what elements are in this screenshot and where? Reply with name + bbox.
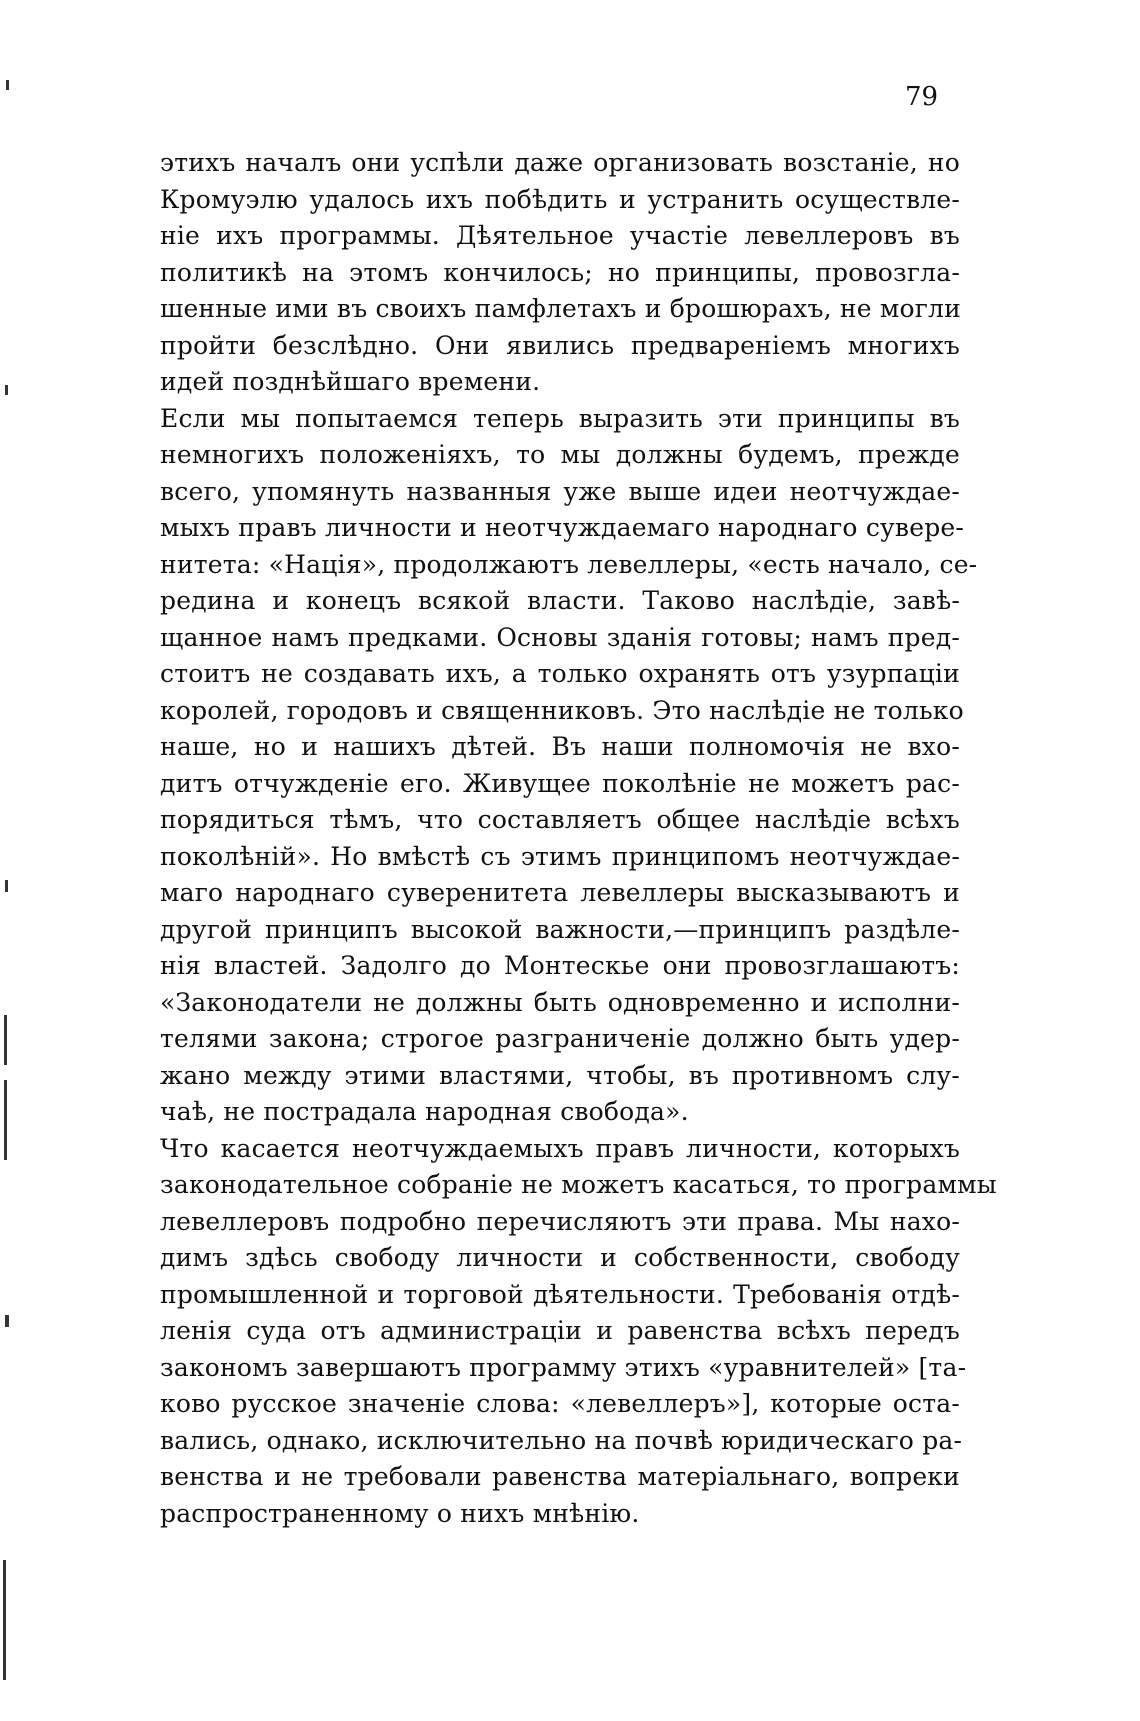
text-line: чаѣ, не пострадала народная свобода». (160, 1097, 689, 1126)
text-line: стоитъ не создавать ихъ, а только охранять отъ узурпаціи (160, 659, 960, 688)
text-line: левеллеровъ подробно перечисляютъ эти права. Мы нахо- (160, 1206, 960, 1236)
text-line: ково русское значеніе слова: «левеллеръ»], которые оста- (160, 1389, 960, 1418)
text-line: немногихъ положеніяхъ, то мы должны будемъ, прежде (160, 440, 960, 469)
text-line: королей, городовъ и священниковъ. Это наслѣдіе не только (160, 695, 964, 725)
scan-artifact-mark (5, 385, 8, 395)
text-line: всего, упомянуть названныя уже выше идеи неотчуждае- (160, 476, 960, 506)
text-line: Если мы попытаемся теперь выразить эти принципы въ (160, 403, 960, 433)
text-line: вались, однако, исключительно на почвѣ юридическаго ра- (160, 1425, 963, 1455)
text-line: дитъ отчужденіе его. Живущее поколѣніе не можетъ рас- (160, 768, 960, 798)
text-line: политикѣ на этомъ кончилось; но принципы, провозгла- (160, 257, 960, 287)
text-line: наше, но и нашихъ дѣтей. Въ наши полномочія не вхо- (160, 732, 960, 761)
text-line: нія властей. Задолго до Монтескье они провозглашаютъ: (160, 951, 960, 980)
text-line: димъ здѣсь свободу личности и собственности, свободу (160, 1243, 960, 1272)
text-line: ніе ихъ программы. Дѣятельное участіе левеллеровъ въ (160, 221, 960, 250)
paragraph-3 (160, 1131, 997, 1533)
text-line: распространенному о нихъ мнѣнію. (160, 1498, 640, 1528)
scan-artifact-mark (5, 1315, 9, 1327)
text-line: законодательное собраніе не можетъ касаться, то программы (160, 1170, 997, 1199)
text-line: маго народнаго суверенитета левеллеры высказываютъ и (160, 878, 960, 907)
page-number: 79 (905, 82, 939, 112)
text-line: мыхъ правъ личности и неотчуждаемаго народнаго сувере- (160, 513, 965, 542)
text-line: другой принципъ высокой важности,—принципъ раздѣле- (160, 914, 960, 944)
text-line: телями закона; строгое разграниченіе должно быть удер- (160, 1024, 960, 1053)
text-line: промышленной и торговой дѣятельности. Требованія отдѣ- (160, 1279, 960, 1309)
text-line: «Законодатели не должны быть одновременно и исполни- (160, 987, 960, 1017)
text-line: нитета: «Нація», продолжаютъ левеллеры, «есть начало, се- (160, 549, 978, 579)
text-line: шенные ими въ своихъ памфлетахъ и брошюрахъ, не могли (160, 294, 962, 323)
text-line: ленія суда отъ администраціи и равенства всѣхъ передъ (160, 1316, 960, 1345)
scan-artifact-mark (5, 880, 8, 892)
paragraph-1 (160, 145, 960, 401)
body-text (160, 145, 997, 1532)
text-line: закономъ завершаютъ программу этихъ «уравнителей» [та- (160, 1352, 967, 1382)
text-line: жано между этими властями, чтобы, въ противномъ слу- (160, 1060, 960, 1090)
text-line: пройти безслѣдно. Они явились предвареніемъ многихъ (160, 330, 960, 360)
scan-artifact-mark (4, 1080, 7, 1160)
scan-artifact-mark (3, 1560, 6, 1680)
text-line: поколѣній». Но вмѣстѣ съ этимъ принципомъ неотчуждае- (160, 841, 960, 871)
text-line: щанное намъ предками. Основы зданія готовы; намъ пред- (160, 622, 960, 652)
scan-artifact-mark (4, 1015, 7, 1065)
text-line: порядиться тѣмъ, что составляетъ общее наслѣдіе всѣхъ (160, 805, 960, 834)
text-line: редина и конецъ всякой власти. Таково наслѣдіе, завѣ- (160, 586, 960, 615)
text-line: идей позднѣйшаго времени. (160, 367, 541, 396)
text-line: этихъ началъ они успѣли даже организовать возстаніе, но (160, 148, 960, 177)
paragraph-2 (160, 401, 978, 1131)
text-line: венства и не требовали равенства матеріальнаго, вопреки (160, 1462, 960, 1491)
text-line: Кромуэлю удалось ихъ побѣдить и устранить осуществле- (160, 184, 960, 214)
scan-artifact-mark (6, 80, 9, 90)
text-line: Что касается неотчуждаемыхъ правъ личности, которыхъ (160, 1133, 960, 1163)
